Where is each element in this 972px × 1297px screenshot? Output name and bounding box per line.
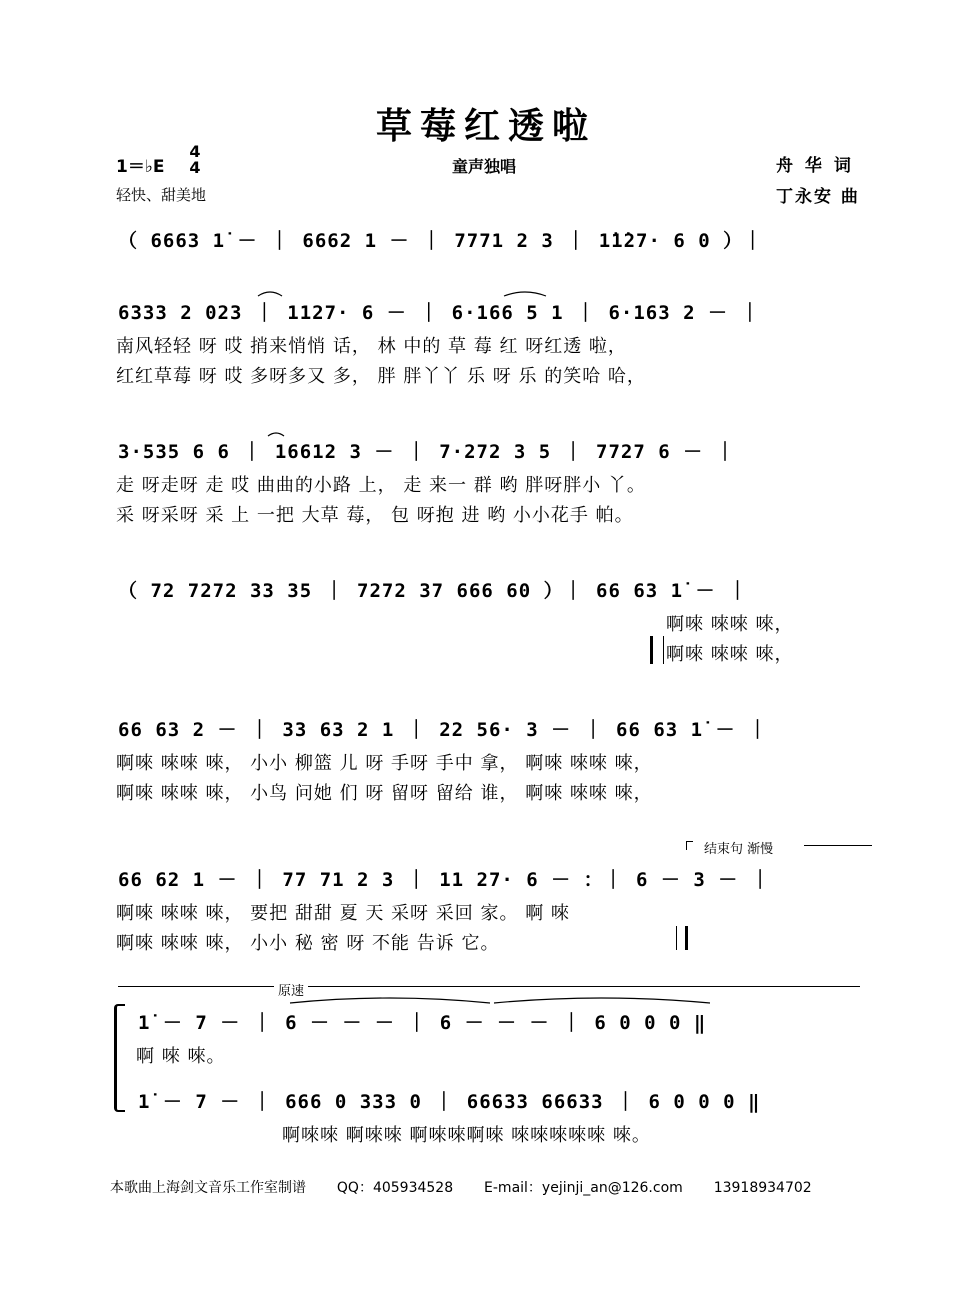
score-row-7-upper-lyrics: 啊 唻 唻。 [136, 1046, 226, 1067]
time-signature-bottom: 4 [189, 158, 201, 177]
score-row-4-lyrics-verse-2: 啊唻 唻唻 唻， [666, 644, 794, 665]
footer [110, 1177, 812, 1197]
score-row-2-notes: 6333 2 023 ｜ 1127· 6 － ｜ 6·166 5 1 ｜ 6·163 2 － ｜ [118, 302, 761, 324]
composer-credit: 丁永安 曲 [776, 187, 860, 207]
footer-studio: 本歌曲上海剑文音乐工作室制谱 [110, 1180, 306, 1196]
ending-mark: 结束句 渐慢 [704, 842, 774, 857]
key-signature: 1＝♭E [116, 157, 165, 177]
performance-note: 童声独唱 [452, 157, 517, 176]
score-row-6-lyrics-verse-2: 啊唻 唻唻 唻， 小小 秘 密 呀 不能 告诉 它。 [116, 933, 500, 954]
score-row-5-notes: 66 63 2 － ｜ 33 63 2 1 ｜ 22 56· 3 － ｜ 66 63 1̇ － ｜ [118, 719, 768, 741]
time-signature-top: 4 [189, 142, 201, 161]
lyricist-credit: 舟 华 词 [776, 156, 854, 176]
score-row-5-lyrics-verse-2: 啊唻 唻唻 唻， 小鸟 问她 们 呀 留呀 留给 谁， 啊唻 唻唻 唻， [116, 783, 653, 804]
score-row-7-lower-lyrics: 啊唻唻 啊唻唻 啊唻唻啊唻 唻唻唻唻唻 唻。 [282, 1125, 651, 1146]
score-row-2-lyrics-verse-1: 南风轻轻 呀 哎 捎来悄悄 话， 林 中的 草 莓 红 呀红透 啦， [116, 336, 627, 357]
score-row-7-lower-notes: 1̇ － 7 － ｜ 666 0 333 0 ｜ 66633 66633 ｜ 6 0 0 0 ‖ [138, 1091, 761, 1113]
footer-qq: QQ：405934528 [336, 1180, 454, 1196]
tempo-mark-original: 原速 [274, 980, 308, 999]
footer-phone: 13918934702 [713, 1180, 812, 1196]
score-row-6-lyrics-verse-1: 啊唻 唻唻 唻， 要把 甜甜 夏 天 采呀 采回 家。 啊 唻 [116, 903, 570, 924]
score-row-2-lyrics-verse-2: 红红草莓 呀 哎 多呀多又 多， 胖 胖丫丫 乐 呀 乐 的笑哈 哈， [116, 366, 646, 387]
footer-email: E-mail：yejinji_an@126.com [484, 1180, 683, 1196]
score-row-7-upper-notes: 1̇ － 7 － ｜ 6 － － － ｜ 6 － － － ｜ 6 0 0 0 ‖ [138, 1012, 707, 1034]
score-row-4-lyrics-verse-1: 啊唻 唻唻 唻， [666, 614, 794, 635]
tempo-mark: 轻快、甜美地 [116, 186, 207, 204]
score-row-4-notes: （ 72 7272 33 35 ｜ 7272 37 666 60 ）｜ 66 63 1̇ － ｜ [118, 580, 748, 602]
score-row-3-notes: 3·535 6 6 ｜ 16612 3 － ｜ 7·272 3 5 ｜ 7727 6 － ｜ [118, 441, 736, 463]
score-row-6-notes: 66 62 1 － ｜ 77 71 2 3 ｜ 11 27· 6 － ：｜ 6 － 3 － ｜ [118, 869, 771, 891]
score-row-3-lyrics-verse-1: 走 呀走呀 走 哎 曲曲的小路 上， 走 来一 群 哟 胖呀胖小 丫。 [116, 475, 646, 496]
score-row-1-notes: （ 6663 1̇ － ｜ 6662 1 － ｜ 7771 2 3 ｜ 1̇1̇27· 6 0 ）｜ [118, 230, 764, 252]
score-row-5-lyrics-verse-1: 啊唻 唻唻 唻， 小小 柳篮 儿 呀 手呀 手中 拿， 啊唻 唻唻 唻， [116, 753, 653, 774]
score-row-3-lyrics-verse-2: 采 呀采呀 采 上 一把 大草 莓， 包 呀抱 进 哟 小小花手 帕。 [116, 505, 634, 526]
song-title: 草莓红透啦 [375, 105, 596, 147]
